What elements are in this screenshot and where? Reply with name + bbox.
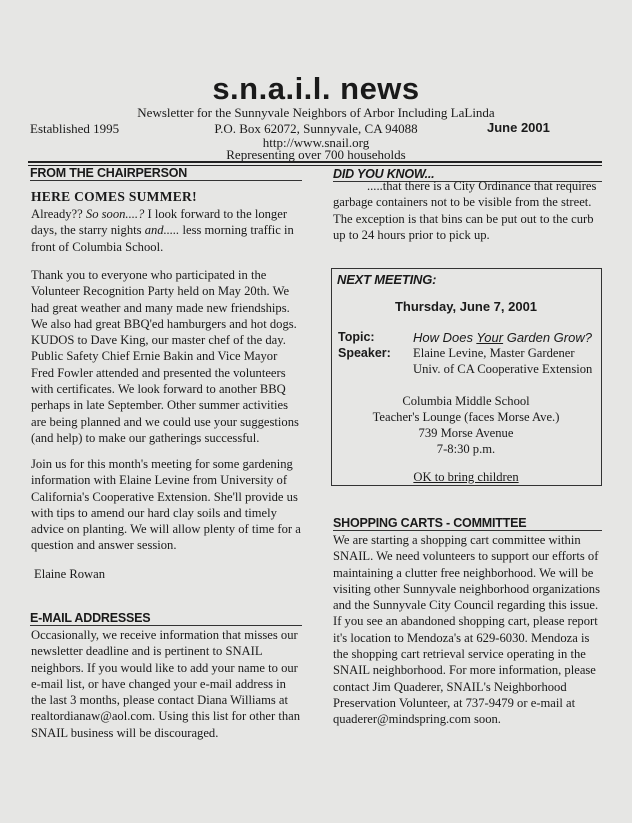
- meeting-time: 7-8:30 p.m.: [436, 442, 496, 456]
- email-section-heading: E-MAIL ADDRESSES: [30, 611, 151, 625]
- shopping-carts-heading: SHOPPING CARTS - COMMITTEE: [333, 516, 527, 530]
- summer-heading: HERE COMES SUMMER!: [31, 189, 197, 204]
- email-paragraph: Occasionally, we receive information that misses our newsletter deadline and is pertinent to SNAIL neighbors. If you would like to add your name to our e-mail list, or have changed your e-mail address in the last 3 months, please contact Diana Williams at realtordianaw@aol.com. Using this list for other than SNAIL business will be discouraged.: [31, 628, 301, 740]
- next-meeting-heading: NEXT MEETING:: [337, 272, 437, 287]
- newsletter-title: s.n.a.i.l. news: [212, 71, 420, 106]
- speaker-name: Elaine Levine, Master Gardener: [413, 346, 575, 360]
- speaker-affiliation: Univ. of CA Cooperative Extension: [413, 362, 593, 376]
- meeting-date: Thursday, June 7, 2001: [394, 299, 538, 314]
- website-url: http://www.snail.org: [262, 135, 370, 150]
- chairperson-paragraph-2: Thank you to everyone who participated in the Volunteer Recognition Party held on May 20th. We had great weather and many made new friendships. We also had great BBQ'ed hamburgers and hot dogs. KUDOS to Dave King, our master chef of the day. Public Safety Chief Ernie Bakin and Vice Mayor Fred Fowler attended and presented the volunteers with certificates. We look forward to another BBQ perhaps in late September. Other summer activities are being planned and we could use your suggestions (and help) to make our gatherings successful.: [31, 268, 299, 445]
- chairperson-signature: Elaine Rowan: [34, 567, 105, 581]
- newsletter-tagline: Newsletter for the Sunnyvale Neighbors of Arbor Including LaLinda: [137, 105, 495, 120]
- did-you-know-paragraph: .....that there is a City Ordinance that requires garbage containers not to be visible from the street. The exception is that bins can be put out to the curb up to 24 hours prior to pick up.: [333, 179, 597, 242]
- meeting-room: Teacher's Lounge (faces Morse Ave.): [372, 410, 560, 424]
- issue-date: June 2001: [487, 120, 550, 135]
- shopping-carts-rule: [333, 530, 602, 531]
- mailing-address: P.O. Box 62072, Sunnyvale, CA 94088: [214, 121, 418, 136]
- next-meeting-box: [331, 268, 602, 486]
- households-count: Representing over 700 households: [226, 147, 406, 162]
- meeting-venue: Columbia Middle School: [402, 394, 530, 408]
- chairperson-paragraph-3: Join us for this month's meeting for some gardening information with Elaine Levine from University of California's Cooperative Extension. She'll provide us with tips to amend our hard clay soils and timely advice on planting. We will allow plenty of time for a question and answer session.: [31, 457, 301, 553]
- meeting-topic: How Does Your Garden Grow?: [413, 330, 592, 345]
- chairperson-section-heading: FROM THE CHAIRPERSON: [30, 166, 188, 180]
- did-you-know-heading: DID YOU KNOW...: [333, 167, 435, 181]
- shopping-carts-paragraph: We are starting a shopping cart committee within SNAIL. We need volunteers to support our efforts of maintaining a clutter free neighborhood. We will be visiting other Sunnyvale neighborhood organizations and the Sunnyvale City Council regarding this issue. If you see an abandoned shopping cart, please report it's location to Mendoza's at 629-6030. Mendoza is the shopping cart retrieval service operating in the SNAIL neighborhood. For more information, please contact Jim Quaderer, SNAIL's Neighborhood Preservation Volunteer, at 737-9479 or e-mail at quaderer@mindspring.com soon.: [333, 533, 600, 727]
- masthead-rule: [28, 161, 602, 163]
- children-welcome-note: OK to bring children: [413, 470, 519, 484]
- meeting-street: 739 Morse Avenue: [418, 426, 514, 440]
- chairperson-paragraph-1: Already?? So soon....? I look forward to the longer days, the starry nights and..... less morning traffic in front of Columbia School.: [31, 207, 294, 254]
- established-year: Established 1995: [30, 121, 120, 136]
- chairperson-rule: [30, 180, 302, 181]
- speaker-label: Speaker:: [338, 346, 391, 360]
- email-rule: [30, 625, 302, 626]
- topic-label: Topic:: [338, 330, 375, 344]
